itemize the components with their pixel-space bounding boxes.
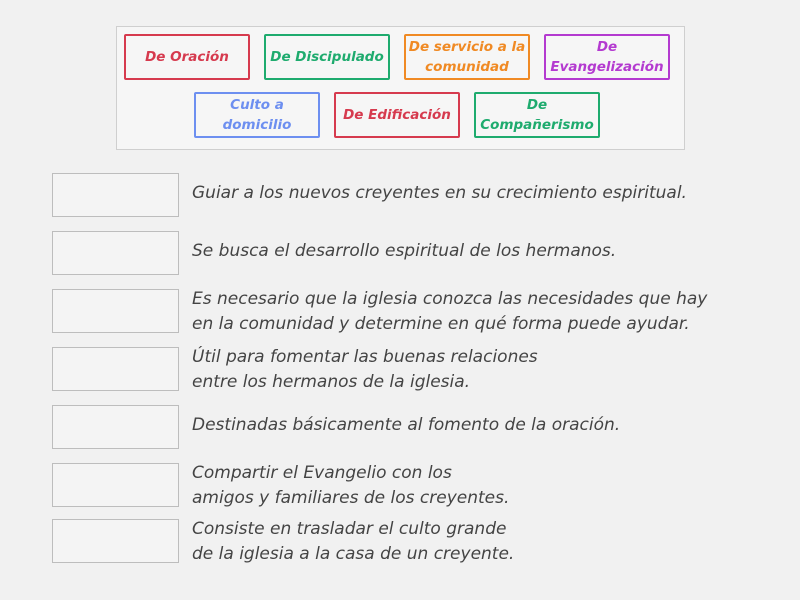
tile-label: De Discipulado <box>270 49 384 65</box>
answer-tile[interactable] <box>124 34 250 80</box>
statement-text: Compartir el Evangelio con los amigos y familiares de los creyentes. <box>192 463 510 508</box>
answer-tile[interactable] <box>264 34 390 80</box>
statement-text: Guiar a los nuevos creyentes en su crecimiento espiritual. <box>192 183 687 203</box>
drop-slot[interactable] <box>52 289 179 333</box>
tile-label: De Evangelización <box>550 39 664 75</box>
tile-label: Culto a domicilio <box>222 97 292 133</box>
statement-text: Destinadas básicamente al fomento de la oración. <box>192 415 621 435</box>
drop-slot[interactable] <box>52 347 179 391</box>
drop-slot[interactable] <box>52 405 179 449</box>
drop-slot[interactable] <box>52 231 179 275</box>
tile-label: De Oración <box>145 49 229 65</box>
drop-slot[interactable] <box>52 463 179 507</box>
statement-text: Consiste en trasladar el culto grande de la iglesia a la casa de un creyente. <box>192 519 515 564</box>
statement-text: Útil para fomentar las buenas relaciones entre los hermanos de la iglesia. <box>192 347 538 392</box>
answer-tile[interactable] <box>474 92 600 138</box>
answer-tile[interactable] <box>334 92 460 138</box>
tile-label: De Edificación <box>343 107 451 123</box>
answer-tile[interactable] <box>404 34 530 80</box>
statement-text: Es necesario que la iglesia conozca las necesidades que hay en la comunidad y determine en qué forma puede ayudar. <box>192 289 708 334</box>
drop-slot[interactable] <box>52 173 179 217</box>
tile-label: De Compañerismo <box>480 97 594 133</box>
answer-tile[interactable] <box>194 92 320 138</box>
statement-text: Se busca el desarrollo espiritual de los hermanos. <box>192 241 617 261</box>
answer-tile[interactable] <box>544 34 670 80</box>
tile-label: De servicio a la comunidad <box>408 39 526 75</box>
drop-slot[interactable] <box>52 519 179 563</box>
